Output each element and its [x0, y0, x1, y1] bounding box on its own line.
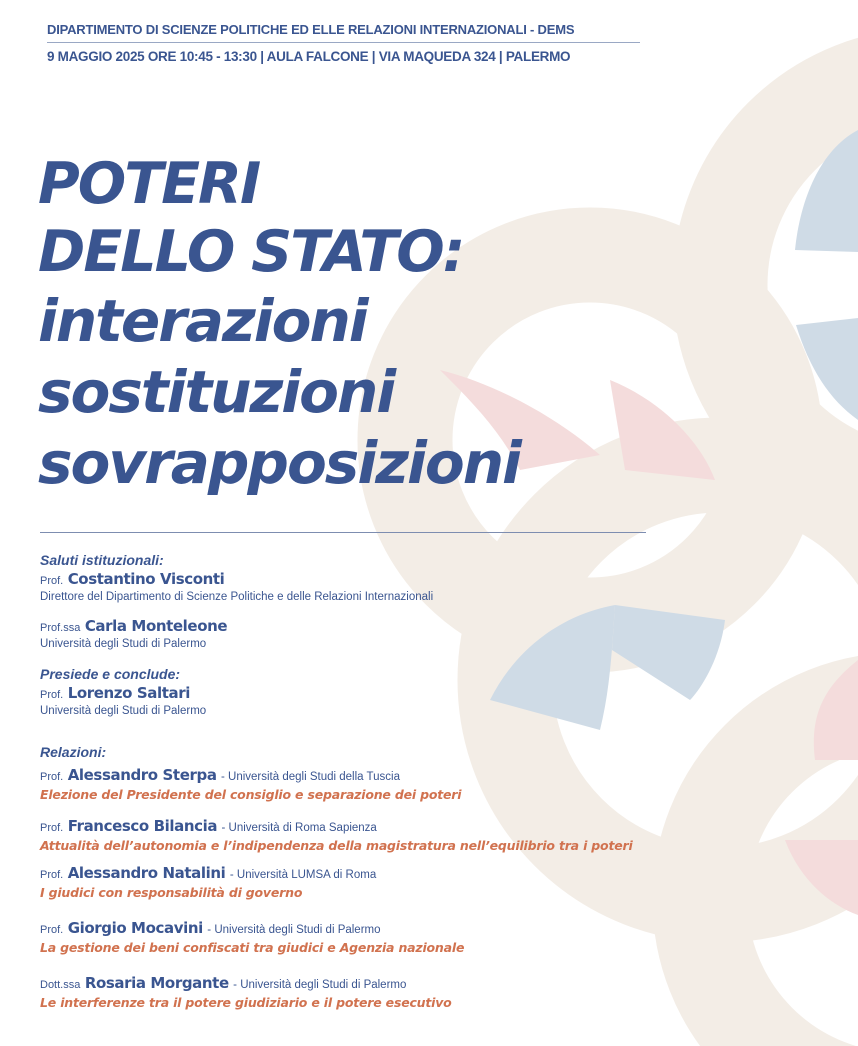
title-line-4: sostituzioni: [38, 358, 395, 426]
speaker-affiliation: - Università degli Studi di Palermo: [207, 924, 381, 936]
speaker-affiliation: - Università degli Studi della Tuscia: [221, 771, 400, 783]
speaker-entry: [40, 817, 633, 837]
speaker-title: Prof.: [40, 689, 64, 701]
speaker-affiliation: - Università LUMSA di Roma: [229, 869, 377, 881]
speaker-entry: [40, 864, 376, 884]
event-info: 9 MAGGIO 2025 ORE 10:45 - 13:30 | AULA FALCONE | VIA MAQUEDA 324 | PALERMO: [47, 49, 571, 64]
title-line-5: sovrapposizioni: [38, 429, 520, 497]
speaker-role: Direttore del Dipartimento di Scienze Politiche e delle Relazioni Internazionali: [40, 591, 434, 603]
title-divider: [40, 532, 646, 533]
speaker-role: Università degli Studi di Palermo: [40, 638, 207, 650]
relazione-entry: [40, 974, 452, 1012]
relazione-entry: [40, 817, 633, 855]
speaker-entry: [40, 570, 433, 590]
title-line-1: POTERI: [38, 151, 260, 217]
speaker-title: Prof.ssa: [40, 622, 81, 634]
speaker-role: Università degli Studi di Palermo: [40, 705, 207, 717]
speaker-name: Giorgio Mocavini: [67, 919, 203, 937]
speaker-name: Carla Monteleone: [84, 617, 228, 635]
speaker-entry: [40, 617, 433, 637]
talk-title: Le interferenze tra il potere giudiziario e il potere esecutivo: [40, 995, 452, 1010]
speaker-name: Francesco Bilancia: [67, 817, 218, 835]
talk-title: I giudici con responsabilità di governo: [40, 885, 303, 900]
event-title: [38, 150, 520, 499]
speaker-name: Alessandro Natalini: [67, 864, 226, 882]
presiede-heading: Presiede e conclude:: [40, 666, 181, 682]
speaker-title: Prof.: [40, 822, 64, 834]
speaker-title: Prof.: [40, 924, 64, 936]
speaker-name: Costantino Visconti: [67, 570, 225, 588]
saluti-heading: Saluti istituzionali:: [40, 552, 164, 568]
speaker-affiliation: - Università degli Studi di Palermo: [233, 979, 407, 991]
talk-title: La gestione dei beni confiscati tra giudici e Agenzia nazionale: [40, 940, 465, 955]
title-line-3: interazioni: [38, 287, 367, 355]
speaker-entry: [40, 684, 206, 704]
speaker-entry: [40, 919, 464, 939]
speaker-title: Prof.: [40, 575, 64, 587]
speaker-name: Alessandro Sterpa: [67, 766, 217, 784]
relazione-entry: [40, 919, 464, 957]
speaker-title: Prof.: [40, 771, 64, 783]
speaker-affiliation: - Università di Roma Sapienza: [221, 822, 377, 834]
header-divider: [47, 42, 640, 43]
talk-title: Attualità dell’autonomia e l’indipendenza della magistratura nell’equilibrio tra i poteri: [40, 838, 633, 853]
talk-title: Elezione del Presidente del consiglio e separazione dei poteri: [40, 787, 462, 802]
relazioni-heading-block: [40, 744, 106, 760]
speaker-name: Rosaria Morgante: [84, 974, 229, 992]
speaker-title: Prof.: [40, 869, 64, 881]
speaker-name: Lorenzo Saltari: [67, 684, 190, 702]
saluti-section: [40, 552, 433, 652]
title-line-2: DELLO STATO:: [38, 219, 464, 285]
presiede-section: [40, 666, 206, 719]
speaker-entry: [40, 974, 452, 994]
speaker-title: Dott.ssa: [40, 979, 81, 991]
relazione-entry: [40, 766, 461, 804]
relazione-entry: [40, 864, 376, 902]
department-header: DIPARTIMENTO DI SCIENZE POLITICHE ED ELLE RELAZIONI INTERNAZIONALI - DEMS: [47, 22, 575, 37]
relazioni-heading: Relazioni:: [40, 744, 107, 760]
speaker-entry: [40, 766, 461, 786]
